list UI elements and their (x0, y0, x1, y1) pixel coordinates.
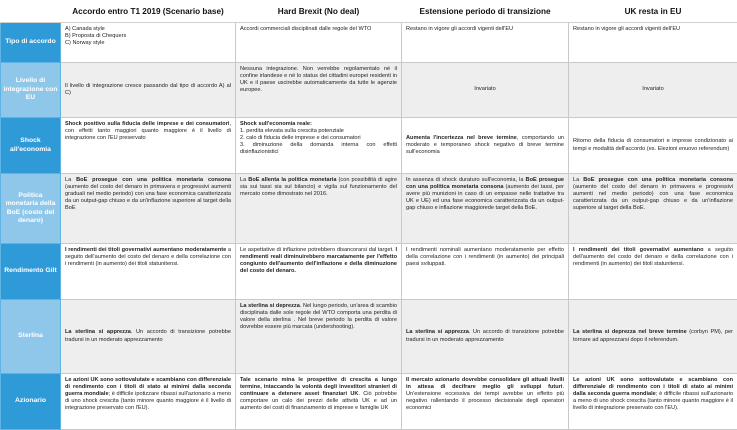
row-politica (1, 174, 737, 244)
cell-politica-ext (402, 174, 569, 244)
bold-text: BoE allenta la politica monetaria (248, 177, 336, 183)
cell-azionario-ext (402, 374, 569, 430)
bold-text: Shock positivo sulla fiducia delle imprese e dei consumatori (65, 121, 229, 127)
header-corner (1, 0, 61, 23)
cell-politica-remain (569, 174, 737, 244)
cell-shock-ext (402, 118, 569, 174)
bold-text: Aumenta l'incertezza nel breve termine (406, 135, 517, 141)
header-scenario-base: Accordo entro T1 2019 (Scenario base) (61, 0, 236, 23)
list-item: 3. diminuzione della domanda interna con effetti disinflazionistici (240, 142, 397, 156)
header-extension: Estensione periodo di transizione (402, 0, 569, 23)
header-row (1, 0, 737, 23)
cell-shock-remain: Ritorno della fiducia di consumatori e imprese condizionato ai tempi e modalità dell'accordo (es. Elezioni enuovo referendum) (569, 118, 737, 174)
bold-text: I rendimenti dei titoli governativi aumentano (573, 247, 704, 253)
text: ; è difficile ribassi sull'azionario a meno di uno shock crescita (tanto minore quanto maggiore è il livello di integrazione preservato con l'EU). (573, 391, 733, 411)
cell-gilt-hard (236, 244, 402, 300)
list-item: B) Proposta di Chequers (65, 33, 231, 40)
text: (con possibilità di agire sia sui tassi sia sul bilancio) e vigila sul funzionamento del mercato come dimostrato nel 2016. (240, 177, 397, 197)
bold-text: BoE prosegue con una politica monetaria consona (406, 177, 564, 190)
bold-text: Le azioni UK sono sottovalutate e scambiano con differenziale di rendimento con i titoli di stato ai minimi dalla seconda guerra mondiale (65, 377, 231, 397)
row-azionario (1, 374, 737, 430)
row-shock (1, 118, 737, 174)
bold-text: Il mercato azionario dovrebbe consolidare gli attuali livelli in attesa di decifrare meglio gli sviluppi futuri (406, 377, 564, 390)
cell-politica-base (61, 174, 236, 244)
bold-text: La sterlina si deprezza nel breve termine (573, 329, 687, 335)
cell-shock-base (61, 118, 236, 174)
list-item: 2. calo di fiducia delle imprese e dei consumatori (240, 135, 397, 142)
cell-livello-hard: Nessuna integrazione. Non verrebbe regolamentato né il confine irlandese e né lo status dei cittadini europei residenti in UK e il paese uscirebbe automaticamente da tutte le agenzie europee. (236, 63, 402, 118)
cell-azionario-remain (569, 374, 737, 430)
text: a seguito dell'aumento del costo del denaro e della correlazione con i rendimenti (in aumento) dei titoli statunitensi. (573, 247, 733, 267)
row-label-politica: Politica monetaria della BoE (costo del denaro) (1, 174, 61, 244)
bold-text: BoE prosegue con una politica monetaria consona (76, 177, 231, 183)
text: In assenza di shock duraturo sull'economia, la (406, 177, 526, 183)
text: (aumento dei tassi, per avere più munizioni in caso di un empasse nelle trattative tra UK e UE) ed una fase economica caratterizzata da un output-gap chiuso e inflazione maggiorede target della BoE. (406, 184, 564, 211)
bold-text: Tale scenario mina le prospettive di crescita a lungo termine, intaccando la volontà degli investitori stranieri di continuare a detenere asset finanziari UK (240, 377, 397, 397)
text: . Un accordo di transizione potrebbe tradursi in un moderato apprezzamento (406, 329, 564, 342)
text: (aumento del costo del denaro in primavera e progressivi aumenti nel medio periodo) con una fase economica caratterizzata da un output-gap chiuso e da un'inflazione superiore al target della BoE. (573, 184, 733, 211)
cell-sterlina-hard (236, 300, 402, 374)
bold-text: La sterlina si deprezza (240, 303, 300, 309)
row-gilt (1, 244, 737, 300)
row-label-gilt: Rendimento Gilt (1, 244, 61, 300)
cell-gilt-remain (569, 244, 737, 300)
row-label-livello: Livello di integrazione con EU (1, 63, 61, 118)
row-label-shock: Shock all'economia (1, 118, 61, 174)
cell-tipo-hard: Accordi commerciali disciplinati dalle regole del WTO (236, 23, 402, 63)
cell-politica-hard (236, 174, 402, 244)
bold-text: BoE prosegue con una politica monetaria consona (583, 177, 733, 183)
text: La (65, 177, 76, 183)
cell-tipo-base (61, 23, 236, 63)
cell-tipo-remain: Restano in vigore gli accordi vigenti dell'EU (569, 23, 737, 63)
text: Le aspettative di inflazione potrebbero disancorarsi dal target. (240, 247, 395, 253)
row-label-sterlina: Sterlina (1, 300, 61, 374)
text: . Un accordo di transizione potrebbe tradursi in un moderato apprezzamento (65, 329, 231, 342)
cell-livello-ext: Invariato (402, 63, 569, 118)
cell-azionario-base (61, 374, 236, 430)
cell-sterlina-remain (569, 300, 737, 374)
cell-gilt-ext: I rendimenti nominali aumentano moderatamente per effetto della correlazione con i rendimenti (in aumento) dei principali paesi sviluppati. (402, 244, 569, 300)
header-hard-brexit: Hard Brexit (No deal) (236, 0, 402, 23)
text: a seguito dell'aumento del costo del denaro e della correlazione con i rendimenti (in aumento) dei titoli statunitensi. (65, 247, 231, 267)
bold-text: La sterlina si apprezza (406, 329, 469, 335)
row-sterlina (1, 300, 737, 374)
cell-azionario-hard (236, 374, 402, 430)
cell-sterlina-ext (402, 300, 569, 374)
cell-tipo-ext: Restano in vigore gli accordi vigenti dell'EU (402, 23, 569, 63)
row-tipo (1, 23, 737, 63)
row-label-tipo: Tipo di accordo (1, 23, 61, 63)
text: . Un'estensione eccessiva dei tempi avrebbe un effetto più negativo rallentando il processo decisionale degli operatori economici (406, 384, 564, 411)
text: (aumento del costo del denaro in primavera e progressivi aumenti graduali nel medio periodo) con una fase economica caratterizzata da un output-gap chiuso e da un'inflazione superiore al target della BoE (65, 184, 231, 211)
bold-text: I rendimenti dei titoli governativi aumentano moderatamente (65, 247, 226, 253)
text: La (573, 177, 583, 183)
text: ; è difficile ipotizzare ribassi sull'azionario a meno di uno shock crescita (tanto minore quanto maggiore è il livello di integrazione preservato con l'EU). (65, 391, 231, 411)
text: (corbyn PM), per tornare ad apprezzarsi dopo il referendum. (573, 329, 733, 342)
text: . Nel lungo periodo, un'area di scambio disciplinata dalle sole regole del WTO comporta una perdita di valore della sterlina . Nel breve periodo la perdita di valore dovrebbe essere più marcata (undershooting). (240, 303, 397, 330)
bold-text: Le azioni UK sono sottovalutate e scambiano con differenziale di rendimento con i titoli di stato ai minimi dalla seconda guerra mondiale (573, 377, 733, 397)
text: La (240, 177, 248, 183)
cell-shock-hard (236, 118, 402, 174)
bold-text: Shock sull'economia reale: (240, 121, 397, 128)
list-item: C) Norway style (65, 40, 231, 47)
text: , comportando un moderato e temporaneo shock negativo di breve termine sull'economia (406, 135, 564, 155)
cell-livello-remain: Invariato (569, 63, 737, 118)
text: , con effetti tanto maggiori quanto maggiore è il livello di integrazione con l'EU preservato (65, 121, 231, 141)
list-item: A) Canada style (65, 26, 231, 33)
bold-text: I rendimenti reali diminuirebbero marcatamente per l'effetto congiunto dell'aumento dell'inflazione e della diminuzione del costo del denaro. (240, 247, 397, 274)
list-item: 1. perdita elevata sulla crescita potenziale (240, 128, 397, 135)
header-uk-remains: UK resta in EU (569, 0, 737, 23)
bold-text: La sterlina si apprezza (65, 329, 131, 335)
row-livello (1, 63, 737, 118)
row-label-azionario: Azionario (1, 374, 61, 430)
cell-gilt-base (61, 244, 236, 300)
cell-sterlina-base (61, 300, 236, 374)
cell-livello-base: Il livello di integrazione cresce passando dal tipo di accordo A) al C) (61, 63, 236, 118)
text: . Ciò potrebbe comportare un calo dei prezzi delle attività UK e ad un aumento dei costi di finanziamento di imprese e famiglie UK (240, 391, 397, 411)
